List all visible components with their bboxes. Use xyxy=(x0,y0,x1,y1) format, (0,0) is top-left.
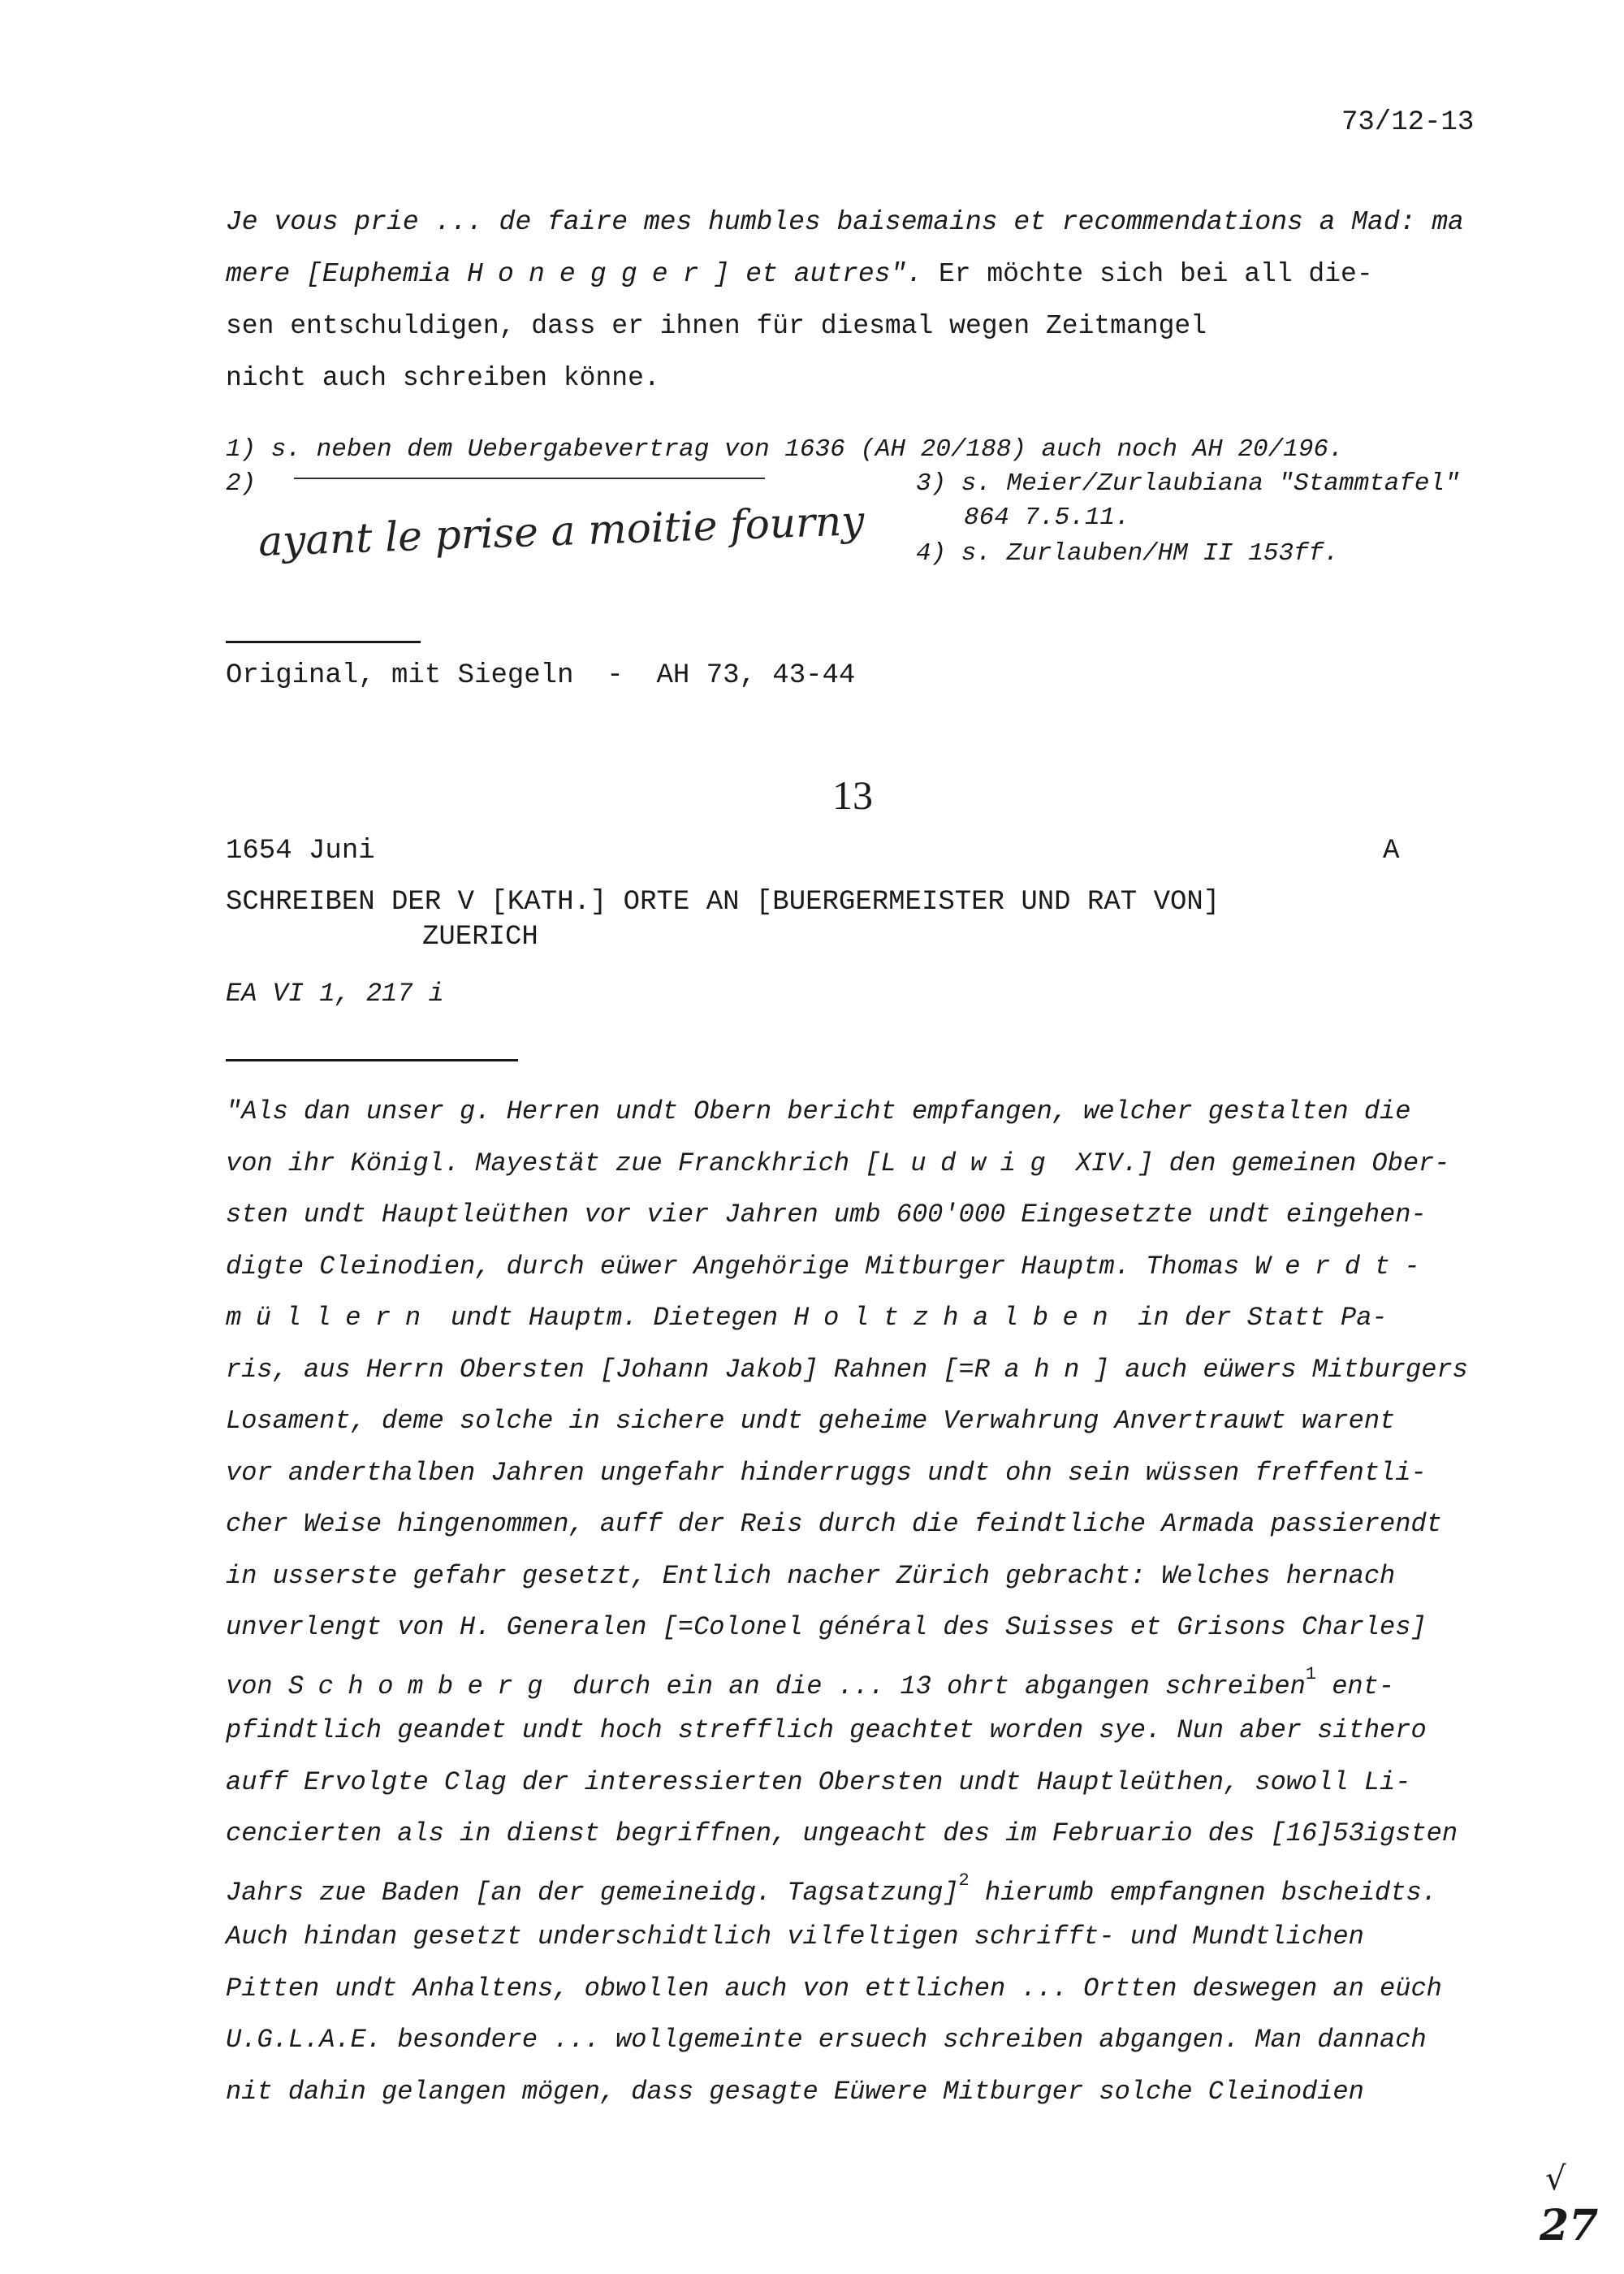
text-line xyxy=(226,259,1373,289)
handwriting-rule xyxy=(294,478,765,479)
text-line xyxy=(226,1148,1449,1178)
text-line xyxy=(226,363,660,393)
footnote-3-line2: 864 7.5.11. xyxy=(964,504,1130,532)
text-run: Honegger xyxy=(467,259,714,289)
text-line xyxy=(226,1303,1388,1333)
document-title-line1: SCHREIBEN DER V [KATH.] ORTE AN [BUERGERMEISTER UND RAT VON] xyxy=(226,887,1220,918)
text-run: undt Hauptm. Dietegen xyxy=(434,1303,794,1333)
text-run: Jahrs zue Baden [an der gemeineidg. Tagsatzung] xyxy=(226,1877,959,1908)
text-line xyxy=(226,1818,1458,1848)
text-line xyxy=(226,1096,1410,1126)
text-line xyxy=(226,1870,1437,1908)
text-run: ris, aus Herrn Obersten [Johann Jakob] Rahnen [= xyxy=(226,1354,974,1385)
text-line xyxy=(226,2077,1364,2107)
text-run: nicht auch schreiben könne. xyxy=(226,363,660,393)
text-run: Auch hindan gesetzt underschidtlich vilfeltigen schrifft- und Mundtlichen xyxy=(226,1922,1364,1952)
footnote-marker: 2 xyxy=(958,1870,970,1891)
text-run: mere [Euphemia xyxy=(226,259,468,289)
text-line xyxy=(226,207,1464,237)
text-line xyxy=(226,1252,1434,1282)
text-run: unverlengt von H. Generalen [=Colonel général des Suisses et Grisons Charles] xyxy=(226,1612,1427,1642)
text-line xyxy=(226,311,1207,341)
text-line xyxy=(226,1664,1394,1701)
document-letter: A xyxy=(1383,836,1400,867)
text-line xyxy=(226,1715,1427,1745)
text-line xyxy=(226,1974,1442,2004)
text-run: Pitten undt Anhaltens, obwollen auch von ettlichen ... Ortten deswegen an eüch xyxy=(226,1973,1442,2004)
text-run: Er möchte sich bei all die- xyxy=(922,259,1373,289)
footnote-1: 1) s. neben dem Uebergabevertrag von 1636 (AH 20/188) auch noch AH 20/196. xyxy=(226,435,1344,464)
text-run: digte Cleinodien, durch eüwer Angehörige Mitburger Hauptm. Thomas xyxy=(226,1251,1255,1282)
footnote-2-label: 2) xyxy=(226,469,257,498)
text-run: Holtzhalben xyxy=(793,1303,1123,1333)
text-run: Werdt- xyxy=(1255,1251,1435,1282)
text-run: von ihr Königl. Mayestät zue Franckhrich [ xyxy=(226,1148,881,1178)
footnote-divider xyxy=(226,641,421,643)
text-line xyxy=(226,1458,1427,1488)
document-title-line2: ZUERICH xyxy=(422,922,538,953)
footnote-4: 4) s. Zurlauben/HM II 153ff. xyxy=(916,539,1339,568)
text-run: nit dahin gelangen mögen, dass gesagte Eüwere Mitburger solche Cleinodien xyxy=(226,2076,1364,2107)
text-run: cencierten als in dienst begriffnen, ungeacht des im Februario des [16]53igsten xyxy=(226,1818,1458,1848)
text-line xyxy=(226,1922,1364,1952)
text-run: cher Weise hingenommen, auff der Reis durch die feindtliche Armada passierendt xyxy=(226,1509,1442,1539)
text-line xyxy=(226,1355,1468,1385)
text-line xyxy=(226,1406,1395,1436)
text-run: von xyxy=(226,1671,288,1701)
text-run: ] et autres". xyxy=(713,259,923,289)
text-line xyxy=(226,1509,1442,1539)
text-run: "Als dan unser g. Herren undt Obern bericht empfangen, welcher gestalten die xyxy=(226,1096,1411,1126)
body-divider xyxy=(226,1059,518,1061)
text-run: sten undt Hauptleüthen vor vier Jahren umb 600'000 Eingesetzte undt eingehen- xyxy=(226,1200,1427,1230)
text-run: sen entschuldigen, dass er ihnen für diesmal wegen Zeitmangel xyxy=(226,311,1207,341)
source-note: Original, mit Siegeln - AH 73, 43-44 xyxy=(226,660,856,691)
footnote-3-line1: 3) s. Meier/Zurlaubiana "Stammtafel" xyxy=(916,469,1460,498)
text-line xyxy=(226,2025,1427,2055)
text-line xyxy=(226,1767,1410,1797)
handwritten-page-number: 27 xyxy=(1540,2201,1599,2250)
text-run: Rahn xyxy=(974,1354,1094,1385)
footnote-2-handwriting: ayant le prise a moitie fourny xyxy=(257,496,866,566)
text-run: XIV.] den gemeinen Ober- xyxy=(1060,1148,1450,1178)
text-run: Je vous prie ... de faire mes humbles baisemains et recommendations a Mad: ma xyxy=(226,207,1464,237)
document-date: 1654 Juni xyxy=(226,836,375,867)
text-run: durch ein an die ... 13 ohrt abgangen schreiben xyxy=(557,1671,1306,1701)
text-run: auff Ervolgte Clag der interessierten Obersten undt Hauptleüthen, sowoll Li- xyxy=(226,1766,1411,1797)
text-run: Losament, deme solche in sichere undt geheime Verwahrung Anvertrauwt warent xyxy=(226,1406,1396,1436)
document-number: 13 xyxy=(832,772,873,818)
text-run: müllern xyxy=(226,1303,435,1333)
edition-reference: EA VI 1, 217 i xyxy=(226,979,444,1009)
text-run: hierumb empfangnen bscheidts. xyxy=(969,1877,1437,1908)
text-run: pfindtlich geandet undt hoch strefflich geachtet worden sye. Nun aber sithero xyxy=(226,1715,1427,1745)
text-line xyxy=(226,1200,1427,1230)
text-run: U.G.L.A.E. besondere ... wollgemeinte ersuech schreiben abgangen. Man dannach xyxy=(226,2025,1427,2055)
text-line xyxy=(226,1612,1427,1642)
footnote-marker: 1 xyxy=(1305,1663,1316,1684)
text-line xyxy=(226,1561,1395,1591)
text-run: in der Statt Pa- xyxy=(1122,1303,1388,1333)
text-run: vor anderthalben Jahren ungefahr hinderruggs undt ohn sein wüssen freffentli- xyxy=(226,1457,1427,1488)
document-reference-number: 73/12-13 xyxy=(1341,107,1475,138)
text-run: ] auch eüwers Mitburgers xyxy=(1093,1354,1468,1385)
text-run: ent- xyxy=(1316,1671,1395,1701)
check-mark-icon: √ xyxy=(1545,2160,1566,2198)
text-run: Ludwig xyxy=(880,1148,1060,1178)
text-run: in usserste gefahr gesetzt, Entlich nacher Zürich gebracht: Welches hernach xyxy=(226,1560,1396,1591)
text-run: Schomberg xyxy=(287,1671,558,1701)
